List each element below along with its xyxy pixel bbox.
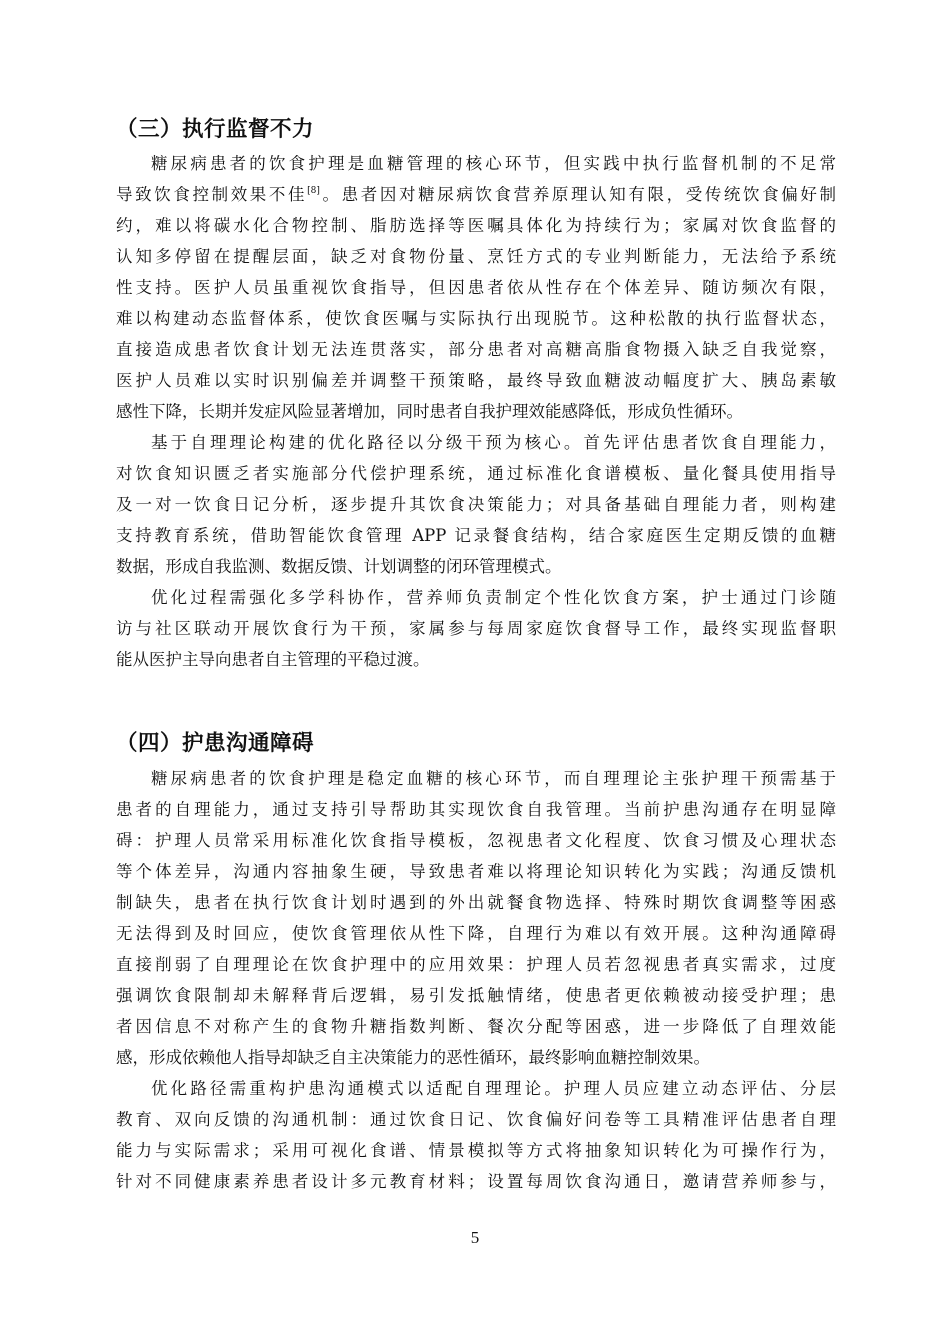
text-line: 者因信息不对称产生的食物升糖指数判断、餐次分配等困惑，进一步降低了自理效能 bbox=[116, 1017, 836, 1036]
section-communication-body bbox=[116, 763, 836, 1197]
page-number: 5 bbox=[470, 1228, 480, 1247]
text-line: 教育、双向反馈的沟通机制：通过饮食日记、饮食偏好问卷等工具精准评估患者自理 bbox=[116, 1110, 836, 1129]
section-communication bbox=[116, 729, 836, 759]
text-line: 访与社区联动开展饮食行为干预，家属参与每周家庭饮食督导工作，最终实现监督职 bbox=[116, 619, 836, 638]
paragraph bbox=[116, 763, 836, 1073]
text-span: 导致饮食控制效果不佳 bbox=[116, 185, 308, 204]
section-supervision bbox=[116, 115, 836, 145]
section-supervision-body bbox=[116, 148, 836, 675]
text-line: 制缺失，患者在执行饮食计划时遇到的外出就餐食物选择、特殊时期饮食调整等困惑 bbox=[116, 893, 836, 912]
text-line: 感性下降，长期并发症风险显著增加，同时患者自我护理效能感降低，形成负性循环。 bbox=[116, 402, 743, 421]
text-line: 优化过程需强化多学科协作，营养师负责制定个性化饮食方案，护士通过门诊随 bbox=[151, 588, 836, 607]
text-line: 认知多停留在提醒层面，缺乏对食物份量、烹饪方式的专业判断能力，无法给予系统 bbox=[116, 247, 836, 266]
text-line: 糖尿病患者的饮食护理是血糖管理的核心环节，但实践中执行监督机制的不足常 bbox=[151, 154, 836, 173]
text-line: 对饮食知识匮乏者实施部分代偿护理系统，通过标准化食谱模板、量化餐具使用指导 bbox=[116, 464, 836, 483]
text-span: 。患者因对糖尿病饮食营养原理认知有限，受传统饮食偏好制 bbox=[319, 185, 837, 204]
text-line: 优化路径需重构护患沟通模式以适配自理理论。护理人员应建立动态评估、分层 bbox=[151, 1079, 836, 1098]
text-line: 约，难以将碳水化合物控制、脂肪选择等医嘱具体化为持续行为；家属对饮食监督的 bbox=[116, 216, 836, 235]
text-line: 性支持。医护人员虽重视饮食指导，但因患者依从性存在个体差异、随访频次有限， bbox=[116, 278, 836, 297]
paragraph bbox=[116, 1073, 836, 1197]
text-line: 等个体差异，沟通内容抽象生硬，导致患者难以将理论知识转化为实践；沟通反馈机 bbox=[116, 862, 836, 881]
citation-ref[interactable]: [8] bbox=[307, 186, 320, 196]
section-heading: （四）护患沟通障碍 bbox=[116, 731, 315, 756]
paragraph bbox=[116, 427, 836, 582]
text-line: 数据，形成自我监测、数据反馈、计划调整的闭环管理模式。 bbox=[116, 557, 562, 576]
text-line-with-citation bbox=[116, 179, 836, 210]
text-line: 糖尿病患者的饮食护理是稳定血糖的核心环节，而自理理论主张护理干预需基于 bbox=[151, 769, 836, 788]
text-line: 直接造成患者饮食计划无法连贯落实，部分患者对高糖高脂食物摄入缺乏自我觉察， bbox=[116, 340, 836, 359]
text-line: 无法得到及时回应，使饮食管理依从性下降，自理行为难以有效开展。这种沟通障碍 bbox=[116, 924, 836, 943]
text-line: 患者的自理能力，通过支持引导帮助其实现饮食自我管理。当前护患沟通存在明显障 bbox=[116, 800, 836, 819]
text-line: 及一对一饮食日记分析，逐步提升其饮食决策能力；对具备基础自理能力者，则构建 bbox=[116, 495, 836, 514]
paragraph bbox=[116, 582, 836, 675]
text-line: 针对不同健康素养患者设计多元教育材料；设置每周饮食沟通日，邀请营养师参与， bbox=[116, 1172, 836, 1191]
text-line: 能力与实际需求；采用可视化食谱、情景模拟等方式将抽象知识转化为可操作行为， bbox=[116, 1141, 836, 1160]
text-line: 碍：护理人员常采用标准化饮食指导模板，忽视患者文化程度、饮食习惯及心理状态 bbox=[116, 831, 836, 850]
section-heading: （三）执行监督不力 bbox=[116, 117, 315, 142]
text-line: 感，形成依赖他人指导却缺乏自主决策能力的恶性循环，最终影响血糖控制效果。 bbox=[116, 1048, 710, 1067]
text-line: 强调饮食限制却未解释背后逻辑，易引发抵触情绪，使患者更依赖被动接受护理；患 bbox=[116, 986, 836, 1005]
text-line: 直接削弱了自理理论在饮食护理中的应用效果：护理人员若忽视患者真实需求，过度 bbox=[116, 955, 836, 974]
text-line: 难以构建动态监督体系，使饮食医嘱与实际执行出现脱节。这种松散的执行监督状态， bbox=[116, 309, 836, 328]
text-line: 能从医护主导向患者自主管理的平稳过渡。 bbox=[116, 650, 430, 669]
text-line: 基于自理理论构建的优化路径以分级干预为核心。首先评估患者饮食自理能力， bbox=[151, 433, 836, 452]
paragraph bbox=[116, 148, 836, 427]
text-line: 支持教育系统，借助智能饮食管理 APP 记录餐食结构，结合家庭医生定期反馈的血糖 bbox=[116, 526, 836, 545]
text-line: 医护人员难以实时识别偏差并调整干预策略，最终导致血糖波动幅度扩大、胰岛素敏 bbox=[116, 371, 836, 390]
